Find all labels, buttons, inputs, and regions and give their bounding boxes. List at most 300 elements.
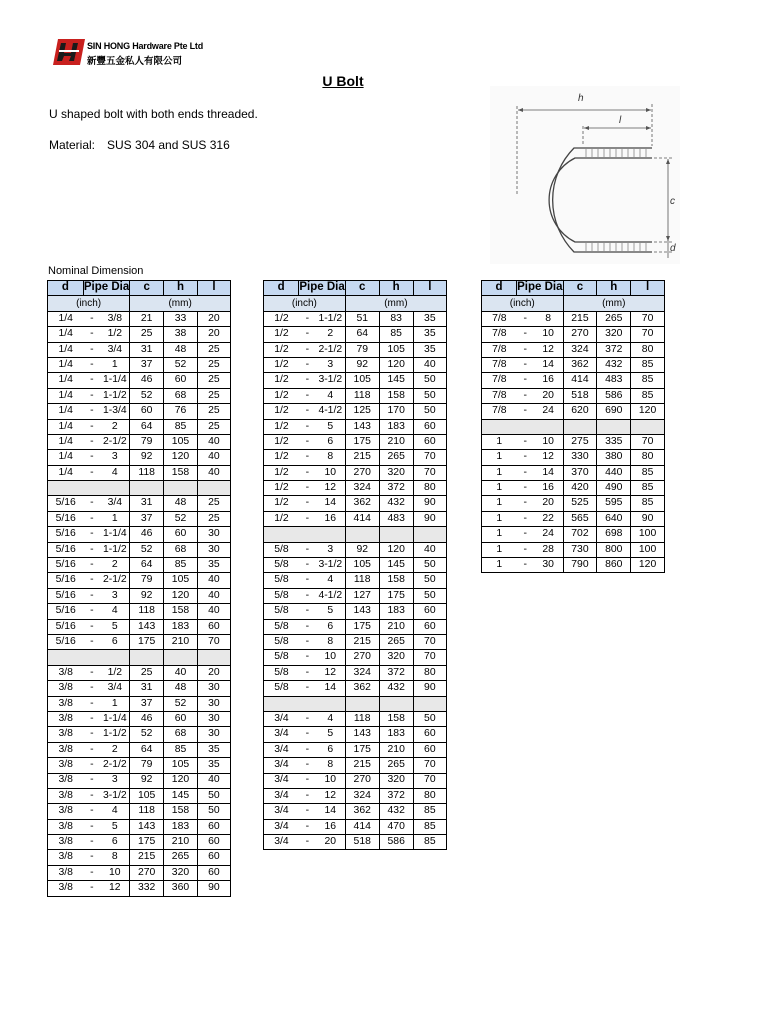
table-row (48, 450, 231, 465)
table-cell: 50 (413, 388, 446, 403)
table-cell: 25 (197, 388, 230, 403)
table-cell: 3/4 (264, 804, 299, 819)
table-cell: 92 (345, 542, 379, 557)
blank-cell (299, 527, 316, 542)
table-cell: 20 (197, 665, 230, 680)
blank-row (48, 481, 231, 496)
table-cell: 25 (130, 327, 164, 342)
table-cell: 175 (345, 619, 379, 634)
table-row (264, 835, 447, 850)
table-cell: 158 (379, 573, 413, 588)
table-cell: 25 (197, 496, 230, 511)
table-cell: - (299, 650, 316, 665)
table-row (264, 588, 447, 603)
table-cell: 90 (413, 681, 446, 696)
table-cell: - (83, 434, 100, 449)
table-cell: 3/8 (48, 881, 84, 896)
table-cell: 3/8 (48, 727, 84, 742)
table-cell: 85 (164, 742, 198, 757)
table-row (482, 496, 665, 511)
table-cell: 5/8 (264, 650, 299, 665)
table-cell: 25 (197, 342, 230, 357)
table-cell: 5/16 (48, 527, 84, 542)
table-row (48, 665, 231, 680)
blank-cell (413, 696, 446, 711)
table-cell: 275 (563, 434, 597, 449)
table-row (482, 434, 665, 449)
table-cell: 10 (316, 773, 345, 788)
table-row (482, 465, 665, 480)
table-cell: 210 (164, 835, 198, 850)
table-cell: 2-1/2 (100, 434, 129, 449)
table-cell: 3/4 (264, 835, 299, 850)
table-cell: 5/8 (264, 588, 299, 603)
col-header-l: l (413, 281, 446, 296)
table-row (48, 419, 231, 434)
blank-cell (299, 696, 316, 711)
table-cell: 31 (130, 342, 164, 357)
table-row (264, 481, 447, 496)
table-cell: 40 (197, 465, 230, 480)
table-cell: 158 (164, 465, 198, 480)
table-cell: 7/8 (482, 373, 517, 388)
table-cell: 3/4 (264, 711, 299, 726)
table-cell: 7/8 (482, 357, 517, 372)
table-cell: 80 (631, 342, 665, 357)
table-cell: 470 (379, 819, 413, 834)
table-row (264, 419, 447, 434)
table-cell: 518 (563, 388, 597, 403)
blank-cell (130, 481, 164, 496)
table-cell: - (83, 835, 100, 850)
table-cell: 143 (130, 619, 164, 634)
blank-cell (482, 419, 517, 434)
table-cell: 37 (130, 357, 164, 372)
table-cell: - (83, 496, 100, 511)
table-cell: 158 (164, 604, 198, 619)
table-cell: 3/4 (264, 773, 299, 788)
table-cell: 324 (345, 788, 379, 803)
table-cell: 372 (379, 481, 413, 496)
table-cell: 10 (100, 865, 129, 880)
table-cell: 2-1/2 (100, 758, 129, 773)
blank-cell (83, 650, 100, 665)
dimension-table-2 (263, 280, 447, 850)
col-header-c: c (345, 281, 379, 296)
table-row (264, 542, 447, 557)
table-cell: 6 (100, 835, 129, 850)
table-cell: 12 (534, 342, 563, 357)
table-cell: - (83, 373, 100, 388)
table-cell: 33 (164, 311, 198, 326)
table-cell: 12 (534, 450, 563, 465)
table-cell: 3/4 (264, 819, 299, 834)
table-row (264, 634, 447, 649)
table-cell: 28 (534, 542, 563, 557)
table-cell: 270 (563, 327, 597, 342)
table-cell: 565 (563, 511, 597, 526)
table-row (482, 558, 665, 573)
table-cell: 1 (482, 527, 517, 542)
table-cell: 1/4 (48, 373, 84, 388)
table-cell: - (83, 588, 100, 603)
table-cell: 85 (631, 388, 665, 403)
table-cell: 4 (316, 711, 345, 726)
table-cell: 30 (197, 727, 230, 742)
table-cell: 50 (413, 588, 446, 603)
table-cell: 105 (345, 373, 379, 388)
table-cell: 432 (597, 357, 631, 372)
table-cell: - (299, 357, 316, 372)
table-cell: 120 (379, 357, 413, 372)
table-cell: 3/8 (48, 850, 84, 865)
table-cell: 1/2 (264, 465, 299, 480)
table-cell: 370 (563, 465, 597, 480)
table-cell: - (299, 619, 316, 634)
table-row (264, 388, 447, 403)
table-cell: - (517, 327, 534, 342)
table-cell: 48 (164, 681, 198, 696)
table-cell: 118 (345, 573, 379, 588)
table-cell: 5/8 (264, 542, 299, 557)
table-row (48, 496, 231, 511)
table-cell: 483 (597, 373, 631, 388)
table-cell: 85 (631, 481, 665, 496)
table-row (48, 819, 231, 834)
table-cell: 1 (482, 558, 517, 573)
table-cell: - (299, 588, 316, 603)
table-cell: 50 (413, 711, 446, 726)
table-row (48, 865, 231, 880)
table-cell: 5/8 (264, 573, 299, 588)
table-row (48, 342, 231, 357)
table-cell: - (299, 373, 316, 388)
page-title: U Bolt (322, 73, 364, 89)
blank-cell (517, 419, 534, 434)
table-row (48, 511, 231, 526)
table-cell: - (83, 881, 100, 896)
table-cell: 40 (197, 773, 230, 788)
table-cell: 70 (631, 434, 665, 449)
table-cell: 70 (413, 450, 446, 465)
table-cell: - (83, 850, 100, 865)
material-value: SUS 304 and SUS 316 (107, 138, 230, 152)
table-cell: 14 (534, 465, 563, 480)
table-cell: 6 (316, 742, 345, 757)
table-cell: 143 (345, 727, 379, 742)
table-cell: 360 (164, 881, 198, 896)
company-name-zh: 新豐五金私人有限公司 (87, 56, 183, 67)
table-cell: 210 (379, 742, 413, 757)
table-cell: 68 (164, 542, 198, 557)
table-cell: 1/4 (48, 342, 84, 357)
table-cell: - (299, 404, 316, 419)
table-cell: 518 (345, 835, 379, 850)
table-cell: 1 (482, 450, 517, 465)
table-cell: 80 (413, 481, 446, 496)
table-row (264, 665, 447, 680)
table-cell: 50 (413, 558, 446, 573)
table-row (264, 465, 447, 480)
table-cell: 60 (130, 404, 164, 419)
table-cell: 1-1/2 (316, 311, 345, 326)
table-row (482, 542, 665, 557)
table-cell: 120 (164, 450, 198, 465)
table-cell: 1-1/4 (100, 527, 129, 542)
table-cell: 3/8 (48, 681, 84, 696)
table-cell: 158 (164, 804, 198, 819)
table-cell: 432 (379, 804, 413, 819)
table-cell: 118 (130, 465, 164, 480)
table-cell: 432 (379, 681, 413, 696)
table-cell: - (83, 404, 100, 419)
table-cell: 3 (100, 588, 129, 603)
table-cell: 25 (130, 665, 164, 680)
table-cell: 3/4 (264, 788, 299, 803)
table-row (48, 634, 231, 649)
table-cell: 40 (197, 588, 230, 603)
table-cell: 68 (164, 388, 198, 403)
table-cell: - (299, 758, 316, 773)
table-cell: 1/2 (264, 327, 299, 342)
table-cell: 7/8 (482, 342, 517, 357)
table-row (264, 619, 447, 634)
col-header-d: d (264, 281, 299, 296)
table-cell: 25 (197, 404, 230, 419)
table-cell: - (517, 404, 534, 419)
table-cell: 2-1/2 (100, 573, 129, 588)
table-cell: 60 (197, 835, 230, 850)
blank-cell (164, 481, 198, 496)
blank-cell (197, 481, 230, 496)
table-cell: 1-1/2 (100, 542, 129, 557)
table-cell: 690 (597, 404, 631, 419)
table-cell: 60 (197, 819, 230, 834)
table-cell: 85 (413, 819, 446, 834)
table-cell: 21 (130, 311, 164, 326)
table-cell: 120 (164, 773, 198, 788)
table-row (482, 373, 665, 388)
table-cell: - (517, 558, 534, 573)
table-cell: 5/16 (48, 619, 84, 634)
table-cell: 595 (597, 496, 631, 511)
table-cell: 3/4 (100, 496, 129, 511)
table-cell: 1/4 (48, 419, 84, 434)
table-cell: 2 (100, 419, 129, 434)
table-cell: 5/16 (48, 496, 84, 511)
table-cell: 105 (164, 434, 198, 449)
table-cell: 83 (379, 311, 413, 326)
table-cell: 158 (379, 711, 413, 726)
table-row (264, 558, 447, 573)
blank-row (48, 650, 231, 665)
table-cell: 324 (345, 481, 379, 496)
table-cell: 16 (316, 511, 345, 526)
col-header-pipe-dia: Pipe Dia (299, 281, 345, 296)
table-cell: 270 (345, 650, 379, 665)
table-cell: 143 (345, 419, 379, 434)
table-row (48, 542, 231, 557)
table-row (48, 588, 231, 603)
table-cell: 6 (316, 619, 345, 634)
dimension-table-3 (481, 280, 665, 573)
table-cell: - (83, 727, 100, 742)
table-cell: 1/2 (100, 327, 129, 342)
table-cell: 3/8 (48, 788, 84, 803)
table-cell: 92 (130, 588, 164, 603)
table-cell: - (299, 558, 316, 573)
table-cell: 85 (631, 357, 665, 372)
table-cell: 92 (345, 357, 379, 372)
table-row (48, 558, 231, 573)
table-cell: 586 (597, 388, 631, 403)
table-cell: - (299, 835, 316, 850)
table-row (264, 788, 447, 803)
table-cell: 8 (100, 850, 129, 865)
table-cell: - (299, 311, 316, 326)
table-cell: 80 (413, 788, 446, 803)
table-cell: - (299, 711, 316, 726)
table-cell: 3/8 (48, 819, 84, 834)
table-cell: 118 (130, 604, 164, 619)
table-cell: 120 (631, 558, 665, 573)
table-cell: 620 (563, 404, 597, 419)
table-cell: - (83, 558, 100, 573)
units-mm: (mm) (130, 296, 231, 311)
table-cell: 37 (130, 511, 164, 526)
table-cell: 525 (563, 496, 597, 511)
table-cell: 40 (413, 542, 446, 557)
table-cell: 50 (197, 804, 230, 819)
table-cell: - (299, 773, 316, 788)
table-row (482, 327, 665, 342)
table-row (264, 727, 447, 742)
table-cell: 76 (164, 404, 198, 419)
table-cell: - (299, 804, 316, 819)
table-cell: 70 (197, 634, 230, 649)
col-header-d: d (482, 281, 517, 296)
table-cell: 4-1/2 (316, 588, 345, 603)
table-cell: 215 (345, 634, 379, 649)
table-row (264, 342, 447, 357)
blank-cell (164, 650, 198, 665)
table-cell: 175 (130, 835, 164, 850)
material-line (49, 138, 230, 152)
table-cell: 30 (197, 696, 230, 711)
table-cell: 60 (164, 373, 198, 388)
table-cell: 490 (597, 481, 631, 496)
table-cell: 362 (345, 681, 379, 696)
table-cell: 3/8 (48, 773, 84, 788)
table-cell: 183 (379, 604, 413, 619)
table-cell: 3/8 (48, 865, 84, 880)
table-cell: - (517, 496, 534, 511)
table-cell: - (83, 604, 100, 619)
table-cell: 68 (164, 727, 198, 742)
blank-cell (264, 527, 299, 542)
table-cell: 5/16 (48, 588, 84, 603)
table-cell: - (83, 573, 100, 588)
table-cell: 50 (413, 573, 446, 588)
table-cell: - (299, 342, 316, 357)
table-cell: 1/4 (48, 404, 84, 419)
table-cell: - (299, 604, 316, 619)
units-inch: (inch) (264, 296, 346, 311)
table-cell: 1/2 (264, 496, 299, 511)
table-cell: 20 (197, 311, 230, 326)
table-cell: 183 (164, 619, 198, 634)
table-cell: 5/8 (264, 619, 299, 634)
blank-cell (48, 650, 84, 665)
table-cell: 1/4 (48, 465, 84, 480)
table-cell: 1/4 (48, 388, 84, 403)
table-cell: - (517, 450, 534, 465)
table-cell: 5/16 (48, 511, 84, 526)
blank-cell (316, 527, 345, 542)
table-cell: 3/8 (48, 665, 84, 680)
table-cell: 3-1/2 (316, 373, 345, 388)
table-cell: - (299, 434, 316, 449)
table-cell: 70 (413, 634, 446, 649)
table-cell: 60 (164, 711, 198, 726)
table-cell: - (299, 496, 316, 511)
table-row (48, 711, 231, 726)
table-cell: 52 (164, 696, 198, 711)
table-row (48, 850, 231, 865)
table-cell: 79 (130, 758, 164, 773)
table-cell: 38 (164, 327, 198, 342)
table-cell: 37 (130, 696, 164, 711)
table-cell: - (83, 619, 100, 634)
table-cell: 372 (379, 665, 413, 680)
table-cell: 790 (563, 558, 597, 573)
blank-cell (48, 481, 84, 496)
table-row (264, 311, 447, 326)
table-cell: 2 (100, 742, 129, 757)
table-cell: 10 (316, 465, 345, 480)
table-cell: 80 (413, 665, 446, 680)
table-cell: 372 (597, 342, 631, 357)
diagram-label-h: h (578, 93, 584, 104)
table-cell: 1 (482, 465, 517, 480)
table-cell: 1-1/2 (100, 388, 129, 403)
table-cell: 1/4 (48, 434, 84, 449)
table-cell: 46 (130, 711, 164, 726)
table-cell: 60 (197, 865, 230, 880)
table-cell: - (299, 481, 316, 496)
units-inch: (inch) (482, 296, 564, 311)
blank-cell (379, 696, 413, 711)
table-row (264, 373, 447, 388)
table-cell: 158 (379, 388, 413, 403)
table-cell: 92 (130, 773, 164, 788)
table-cell: 210 (379, 619, 413, 634)
table-cell: - (517, 388, 534, 403)
table-cell: 10 (534, 327, 563, 342)
table-row (48, 681, 231, 696)
table-row (48, 373, 231, 388)
table-cell: 5/8 (264, 681, 299, 696)
table-cell: 90 (413, 496, 446, 511)
col-header-h: h (164, 281, 198, 296)
table-cell: 35 (413, 311, 446, 326)
table-cell: 1/2 (264, 450, 299, 465)
blank-row (264, 696, 447, 711)
units-inch: (inch) (48, 296, 130, 311)
table-cell: 8 (316, 758, 345, 773)
table-cell: 320 (164, 865, 198, 880)
product-description: U shaped bolt with both ends threaded. (49, 107, 258, 121)
